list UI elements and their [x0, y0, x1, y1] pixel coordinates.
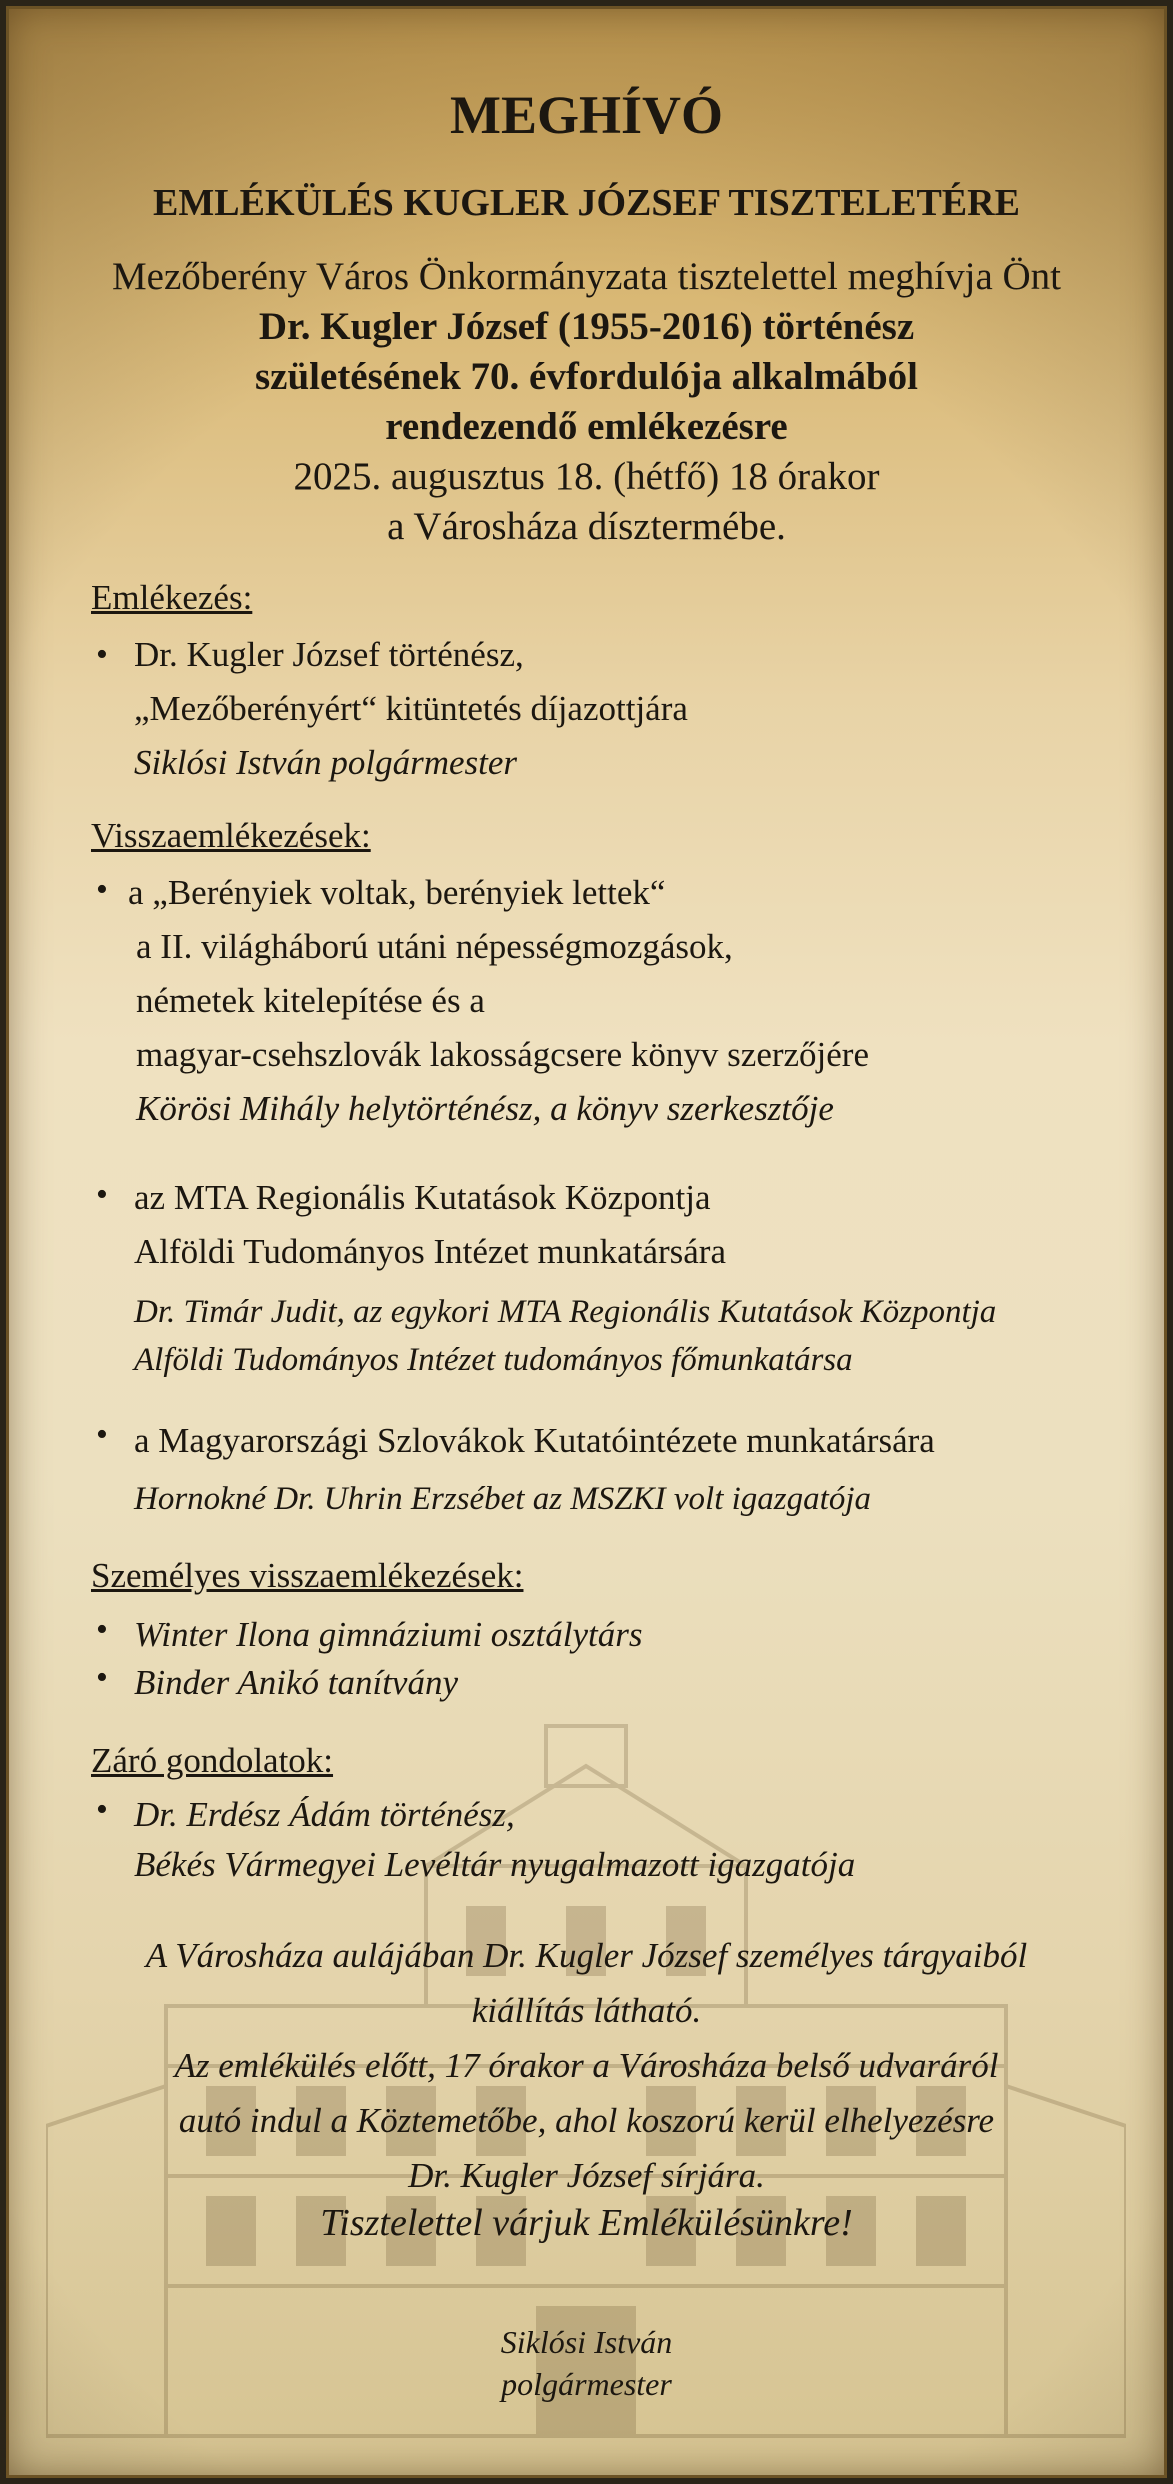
intro-line: 2025. augusztus 18. (hétfő) 18 órakor — [293, 455, 880, 498]
item-speaker: Hornokné Dr. Uhrin Erzsébet az MSZKI volt igazgatója — [134, 1481, 871, 1517]
signature — [6, 2321, 1167, 2405]
item-line: Winter Ilona gimnáziumi osztálytárs — [134, 1615, 643, 1654]
intro-line: Dr. Kugler József (1955-2016) történész — [258, 305, 915, 348]
closing-notes — [6, 1928, 1167, 2203]
bullet-icon: • — [96, 1791, 108, 1828]
item-speaker: Körösi Mihály helytörténész, a könyv szerkesztője — [136, 1089, 834, 1128]
item-line: Békés Vármegyei Levéltár nyugalmazott igazgatója — [134, 1845, 856, 1884]
item-line: Binder Anikó tanítvány — [134, 1663, 459, 1702]
item-speaker — [134, 1288, 996, 1384]
bullet-icon: • — [96, 636, 108, 673]
item-line: Dr. Erdész Ádám történész, — [134, 1795, 515, 1834]
closing-line: A Városháza aulájában Dr. Kugler József személyes tárgyaiból — [145, 1936, 1028, 1975]
section-heading-szemelyes: Személyes visszaemlékezések: — [91, 1556, 524, 1595]
list-item — [134, 1790, 855, 1890]
bullet-icon: • — [96, 1176, 108, 1213]
speaker-line: Alföldi Tudományos Intézet tudományos főmunkatársa — [134, 1342, 853, 1378]
list-item — [134, 1611, 643, 1707]
bullet-icon: • — [96, 871, 108, 908]
item-line: a II. világháború utáni népességmozgások, — [136, 927, 733, 966]
list-item — [128, 866, 869, 1136]
closing-line: kiállítás látható. — [471, 1991, 702, 2030]
item-line: németek kitelepítése és a — [136, 981, 485, 1020]
item-line: a Magyarországi Szlovákok Kutatóintézete munkatársára — [134, 1421, 935, 1460]
item-line: Alföldi Tudományos Intézet munkatársára — [134, 1232, 726, 1271]
section-heading-visszaemlekezesek: Visszaemlékezések: — [91, 816, 371, 855]
list-item — [134, 1414, 935, 1468]
item-line: „Mezőberényért“ kitüntetés díjazottjára — [134, 689, 688, 728]
section-heading-emlekezes: Emlékezés: — [91, 578, 253, 617]
closing-line: Az emlékülés előtt, 17 órakor a Városháza belső udvaráról — [174, 2046, 999, 2085]
bullet-icon: • — [96, 1611, 108, 1648]
signature-name: Siklósi István — [500, 2324, 673, 2360]
bullet-icon: • — [96, 1659, 108, 1696]
intro-line: Mezőberény Város Önkormányzata tisztelettel meghívja Önt — [111, 255, 1062, 298]
signature-role: polgármester — [501, 2366, 672, 2402]
intro-line: születésének 70. évfordulója alkalmából — [255, 355, 918, 398]
item-line: magyar-csehszlovák lakosságcsere könyv szerzőjére — [136, 1035, 870, 1074]
section-heading-zaro: Záró gondolatok: — [91, 1741, 334, 1780]
item-line: a „Berényiek voltak, berényiek lettek“ — [128, 873, 666, 912]
item-line: Dr. Kugler József történész, — [134, 635, 524, 674]
list-item — [134, 628, 688, 790]
speaker-line: Dr. Timár Judit, az egykori MTA Regionális Kutatások Központja — [134, 1294, 997, 1330]
closing-line: Dr. Kugler József sírjára. — [408, 2156, 765, 2195]
invitation-intro — [6, 252, 1167, 552]
invitation-card — [6, 6, 1167, 2478]
invitation-title: MEGHÍVÓ — [449, 85, 723, 145]
intro-line: rendezendő emlékezésre — [385, 405, 788, 448]
invitation-subtitle: EMLÉKÜLÉS KUGLER JÓZSEF TISZTELETÉRE — [153, 182, 1020, 224]
item-line: az MTA Regionális Kutatások Központja — [134, 1178, 711, 1217]
closing-greeting: Tisztelettel várjuk Emlékülésünkre! — [320, 2202, 853, 2244]
item-speaker: Siklósi István polgármester — [134, 743, 518, 782]
list-item — [134, 1171, 726, 1279]
intro-line: a Városháza dísztermébe. — [387, 505, 786, 548]
bullet-icon: • — [96, 1416, 108, 1453]
closing-line: autó indul a Köztemetőbe, ahol koszorú kerül elhelyezésre — [178, 2101, 995, 2140]
